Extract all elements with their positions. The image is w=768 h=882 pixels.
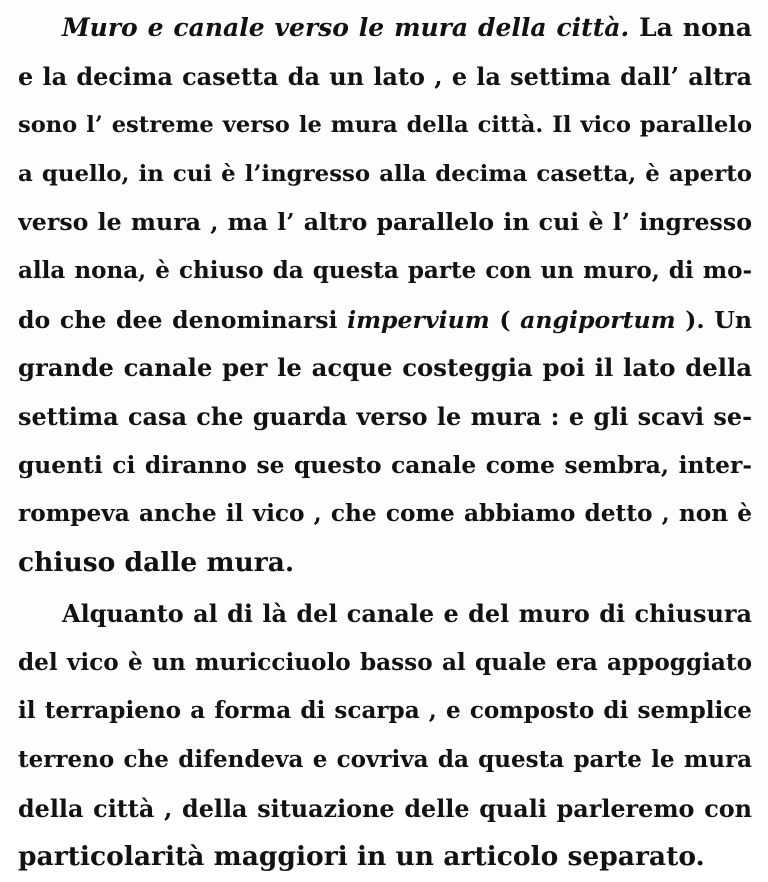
latin-term: angiportum [520,305,676,334]
line-text: ( [489,305,521,334]
text-line: rompeva anche il vico , che come abbiamo detto , non è [18,499,752,527]
text-line [18,4,752,53]
line-text: ). Un [675,305,752,334]
text-line [18,296,752,345]
text-line: verso le mura , ma l’ altro parallelo in cui è l’ ingresso [18,208,752,237]
latin-term: impervium [347,305,490,334]
text-line: terreno che difendeva e covriva da questa parte le mura [18,745,752,773]
text-line: il terrapieno a forma di scarpa , e composto di semplice [18,697,752,725]
text-line: settima casa che guarda verso le mura : e gli scavi se- [18,402,752,431]
section-heading: Muro e canale verso le mura della città. [62,13,630,42]
text-line: della città , della situazione delle quali parleremo con [18,794,752,823]
text-line: del vico è un muricciuolo basso al quale era appoggiato [18,648,752,676]
text-line: alla nona, è chiuso da questa parte con un muro, di mo- [18,256,752,284]
line-text: La nona [629,13,752,42]
document-body [18,4,752,882]
text-line: a quello, in cui è l’ingresso alla decima casetta, è aperto [18,160,752,187]
text-line: Alquanto al di là del canale e del muro di chiusura [62,600,752,629]
line-text: do che dee denominarsi [18,305,348,334]
text-line: sono l’ estreme verso le mura della città. Il vico parallelo [18,112,752,139]
text-line: grande canale per le acque costeggia poi il lato della [18,353,752,383]
text-line: particolarità maggiori in un articolo separato. [18,841,705,873]
text-line: e la decima casetta da un lato , e la settima dall’ altra [18,62,752,91]
text-line: chiuso dalle mura. [18,546,295,578]
text-line: guenti ci diranno se questo canale come sembra, inter- [18,451,752,480]
